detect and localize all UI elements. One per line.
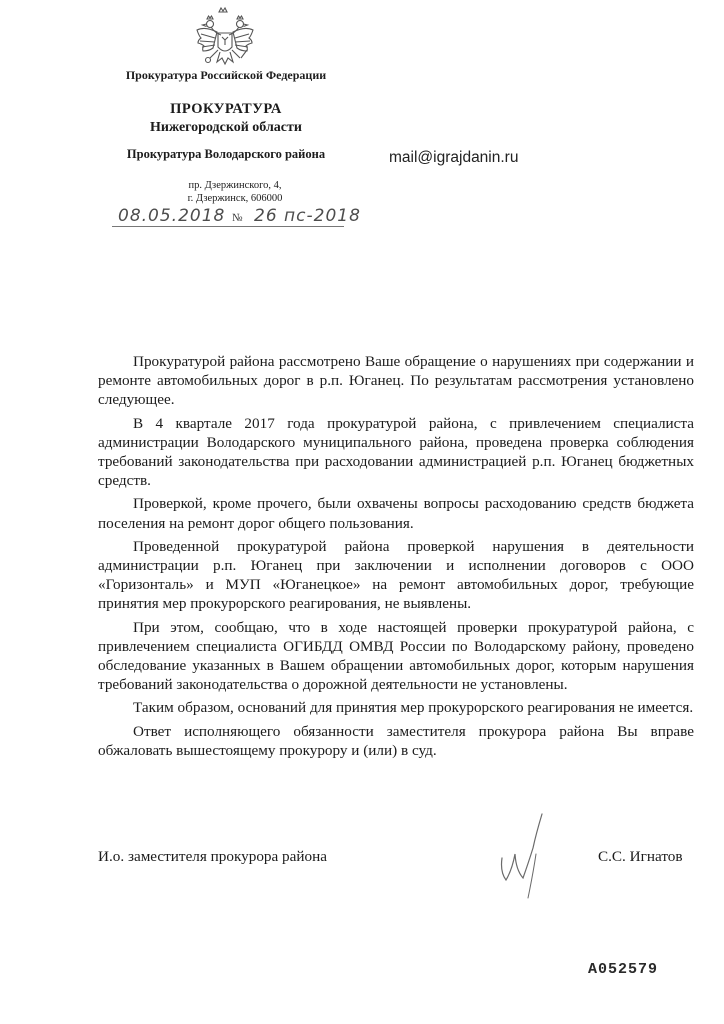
body-paragraph: Прокуратурой района рассмотрено Ваше обращение о нарушениях при содержании и ремонте автомобильных дорог в р.п. Юганец. По результатам рассмотрения установлено следующее. [98,353,694,409]
body-paragraph: Проверкой, кроме прочего, были охвачены вопросы расходованию средств бюджета поселения на ремонт дорог общего пользования. [98,495,694,532]
double-headed-eagle-icon [192,6,258,72]
recipient-email: mail@igrajdanin.ru [389,149,519,166]
body-paragraph: Таким образом, оснований для принятия мер прокурорского реагирования не имеется. [133,699,694,717]
header-region: Нижегородской области [150,120,302,135]
body-paragraph: Ответ исполняющего обязанности заместителя прокурора района Вы вправе обжаловать вышестоящему прокурору и (или) в суд. [98,722,694,759]
address-street: пр. Дзержинского, 4, [188,180,282,191]
registration-line [112,204,361,230]
body-paragraph: Проведенной прокуратурой района проверкой нарушения в деятельности администрации р.п. Юганец при заключении и исполнении договоров с ООО «Горизонталь» и МУП «Юганецкое» на ремонт автомобильных дорог, требующие принятия мер прокурорского реагирования, не выявлены. [98,537,694,613]
registration-number: 26 пс-2018 [254,206,361,226]
handwritten-signature-icon [488,808,560,904]
letter-body [98,352,694,764]
body-paragraph: В 4 квартале 2017 года прокуратурой района, с привлечением специалиста администрации Володарского муниципального района, проведена проверка соблюдения требований законодательства при расходовании администрацией р.п. Юганец бюджетных средств. [98,414,694,490]
signatory-name: С.С. Игнатов [598,848,683,865]
signatory-position: И.о. заместителя прокурора района [98,848,327,865]
header-district: Прокуратура Володарского района [126,147,326,161]
header-federation: Прокуратура Российской Федерации [125,68,327,82]
registration-number-sign: № [232,212,243,224]
registration-date: 08.05.2018 [118,206,226,226]
address-city: г. Дзержинск, 606000 [187,193,283,204]
body-paragraph: При этом, сообщаю, что в ходе настоящей проверки прокуратурой района, с привлечением специалиста ОГИБДД ОМВД России по Володарскому району, проведено обследование указанных в Вашем обращении автомобильных дорог, которым нарушения требований законодательства о дорожной деятельности не установлены. [98,618,694,694]
form-serial-number: А052579 [588,961,659,978]
header-title: ПРОКУРАТУРА [170,101,282,117]
registration-underline [112,226,344,227]
